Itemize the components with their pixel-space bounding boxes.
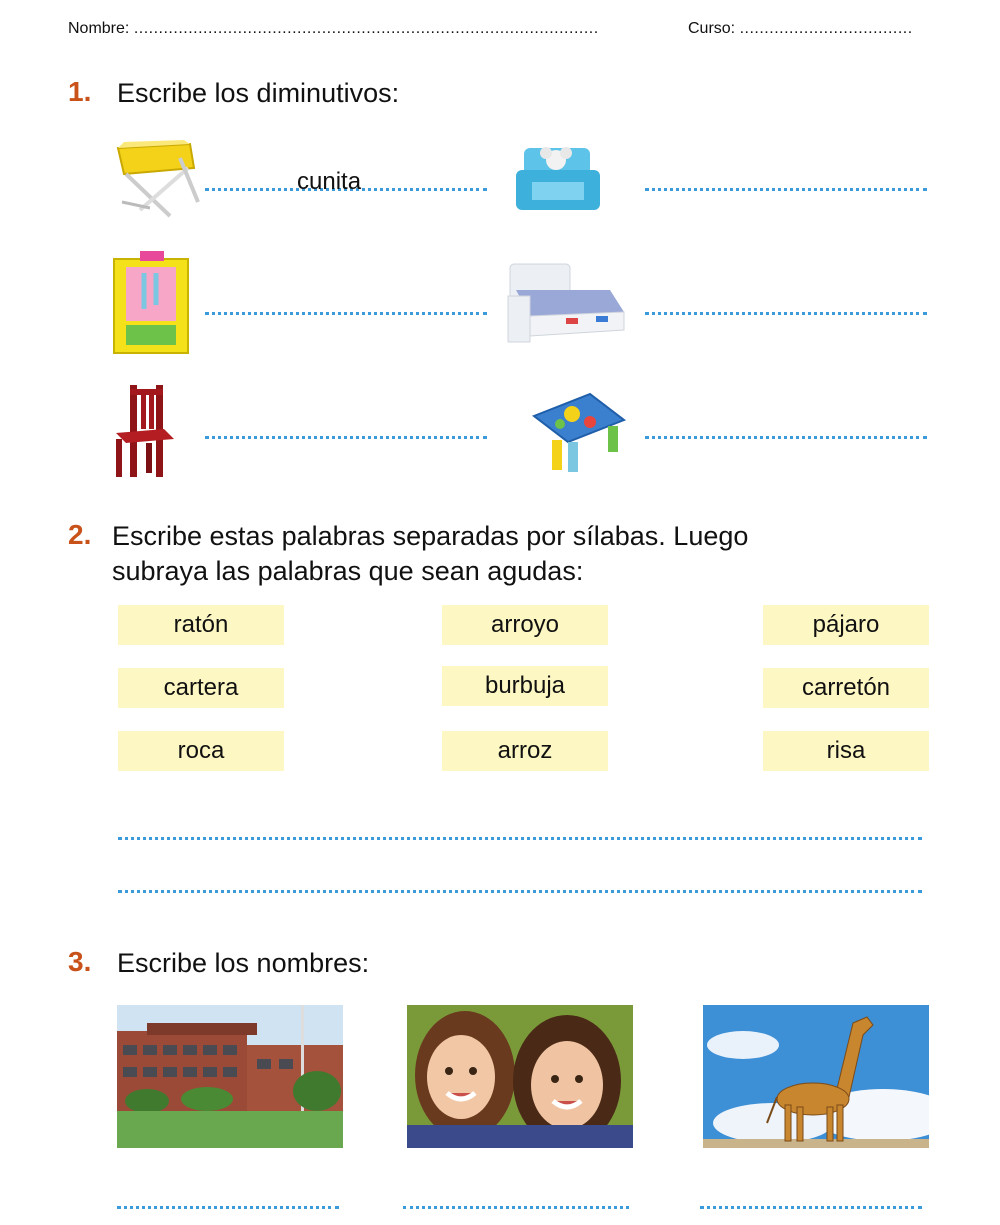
word-box: burbuja [442, 666, 608, 706]
course-label: Curso: [688, 20, 736, 37]
school-building-photo [117, 1005, 343, 1148]
armchair-icon [514, 142, 602, 214]
bed-icon [506, 260, 628, 344]
answer-line-table[interactable] [645, 436, 927, 439]
answer-line-girls[interactable] [403, 1206, 629, 1209]
chair-icon [112, 383, 178, 479]
word-box: carretón [763, 668, 929, 708]
section-2-number: 2. [68, 519, 92, 550]
answer-line-chair[interactable] [205, 436, 487, 439]
word-box: ratón [118, 605, 284, 645]
section-2-title-line-2: subraya las palabras que sean agudas: [112, 556, 584, 586]
answer-line-wardrobe[interactable] [205, 312, 487, 315]
name-label: Nombre: [68, 20, 130, 37]
section-3-title: Escribe los nombres: [117, 948, 370, 978]
word-box: cartera [118, 668, 284, 708]
wardrobe-icon [110, 249, 194, 357]
course-dots: ................................... [739, 20, 913, 37]
section-3-number: 3. [68, 946, 92, 977]
name-field [68, 20, 599, 38]
word-box: risa [763, 731, 929, 771]
answer-line-armchair[interactable] [645, 188, 927, 191]
answer-crib: cunita [297, 168, 362, 195]
word-box: arroyo [442, 605, 608, 645]
section-2-title-line-1: Escribe estas palabras separadas por sílabas. Luego [112, 521, 749, 551]
word-box: arroz [442, 731, 608, 771]
word-box: pájaro [763, 605, 929, 645]
section-1-title: Escribe los diminutivos: [117, 78, 400, 108]
course-field [688, 20, 913, 38]
word-box: roca [118, 731, 284, 771]
answer-line-bed[interactable] [645, 312, 927, 315]
table-icon [530, 390, 628, 474]
answer-line-school[interactable] [117, 1206, 339, 1209]
giraffe-photo [703, 1005, 929, 1148]
name-dots: .............................................................................................. [133, 20, 599, 37]
two-girls-photo [407, 1005, 633, 1148]
syllable-answer-line-2[interactable] [118, 890, 922, 893]
section-1-number: 1. [68, 76, 92, 107]
syllable-answer-line-1[interactable] [118, 837, 922, 840]
crib-icon [110, 138, 204, 220]
answer-line-giraffe[interactable] [700, 1206, 922, 1209]
